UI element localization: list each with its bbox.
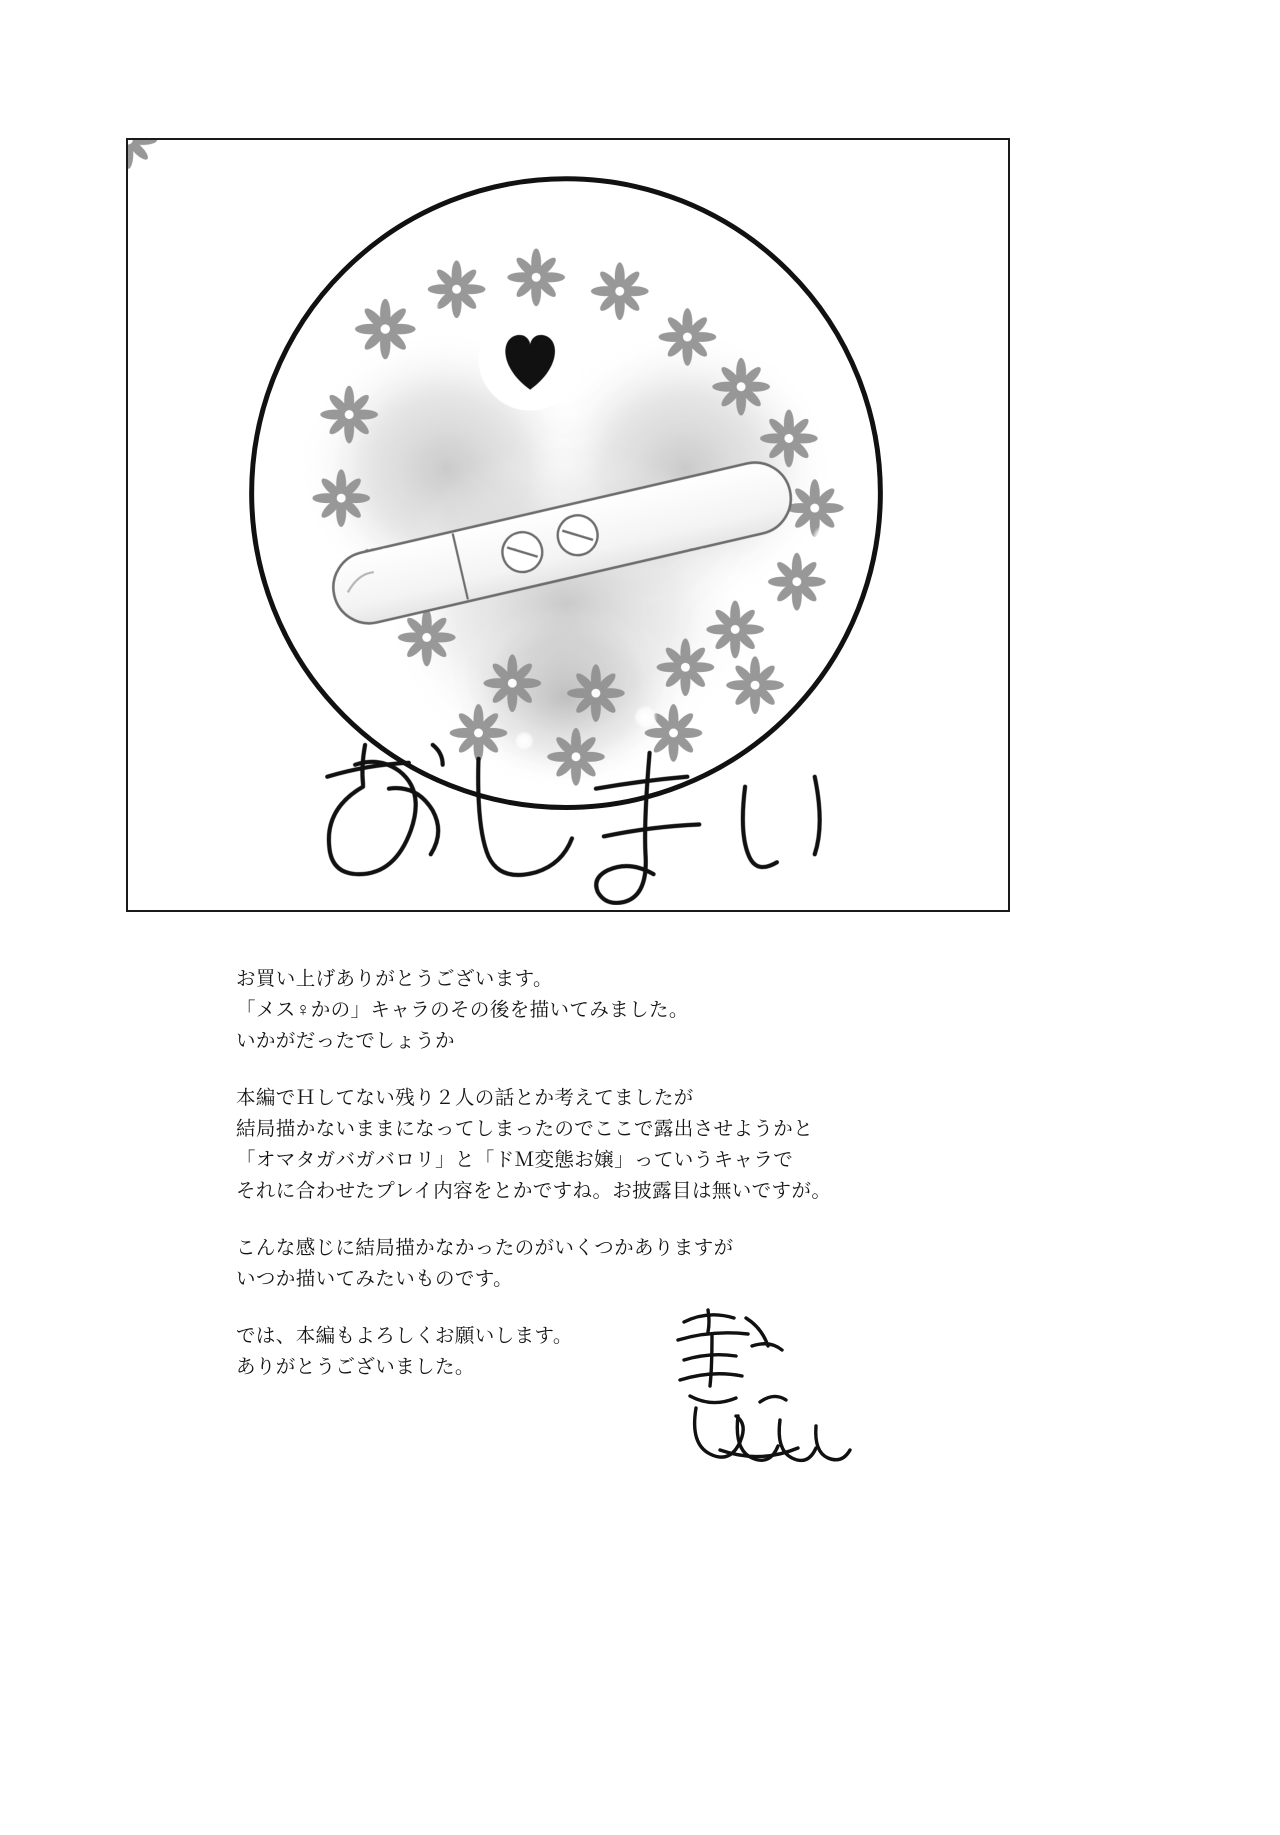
afterword-paragraph-2 <box>236 1083 996 1207</box>
afterword-line: こんな感じに結局描かなかったのがいくつかありますが <box>236 1237 734 1259</box>
afterword-line: 本編でＨしてない残り２人の話とか考えてましたが <box>236 1087 694 1109</box>
afterword-line: お買い上げありがとうございます。 <box>236 968 553 990</box>
afterword-line: 結局描かないままになってしまったのでここで露出させようかと <box>236 1118 814 1140</box>
afterword-line: では、本編もよろしくお願いします。 <box>236 1325 573 1347</box>
afterword-paragraph-3 <box>236 1233 996 1295</box>
heart-badge <box>478 307 581 410</box>
afterword-paragraph-1 <box>236 964 996 1057</box>
signature-strokes <box>660 1300 890 1480</box>
afterword-line: 「オマタガバガバロリ」と「ドＭ変態お嬢」っていうキャラで <box>236 1149 794 1171</box>
afterword-line: それに合わせたプレイ内容をとかですね。お披露目は無いですが。 <box>236 1180 832 1202</box>
illustration-panel <box>126 138 1010 912</box>
afterword-line: いかがだったでしょうか <box>236 1030 455 1052</box>
author-signature <box>660 1300 890 1480</box>
afterword-line: いつか描いてみたいものです。 <box>236 1268 514 1290</box>
afterword-line: ありがとうございました。 <box>236 1356 475 1378</box>
afterword-line: 「メス♀かの」キャラのその後を描いてみました。 <box>236 999 689 1021</box>
illustration-artwork <box>128 140 1008 910</box>
